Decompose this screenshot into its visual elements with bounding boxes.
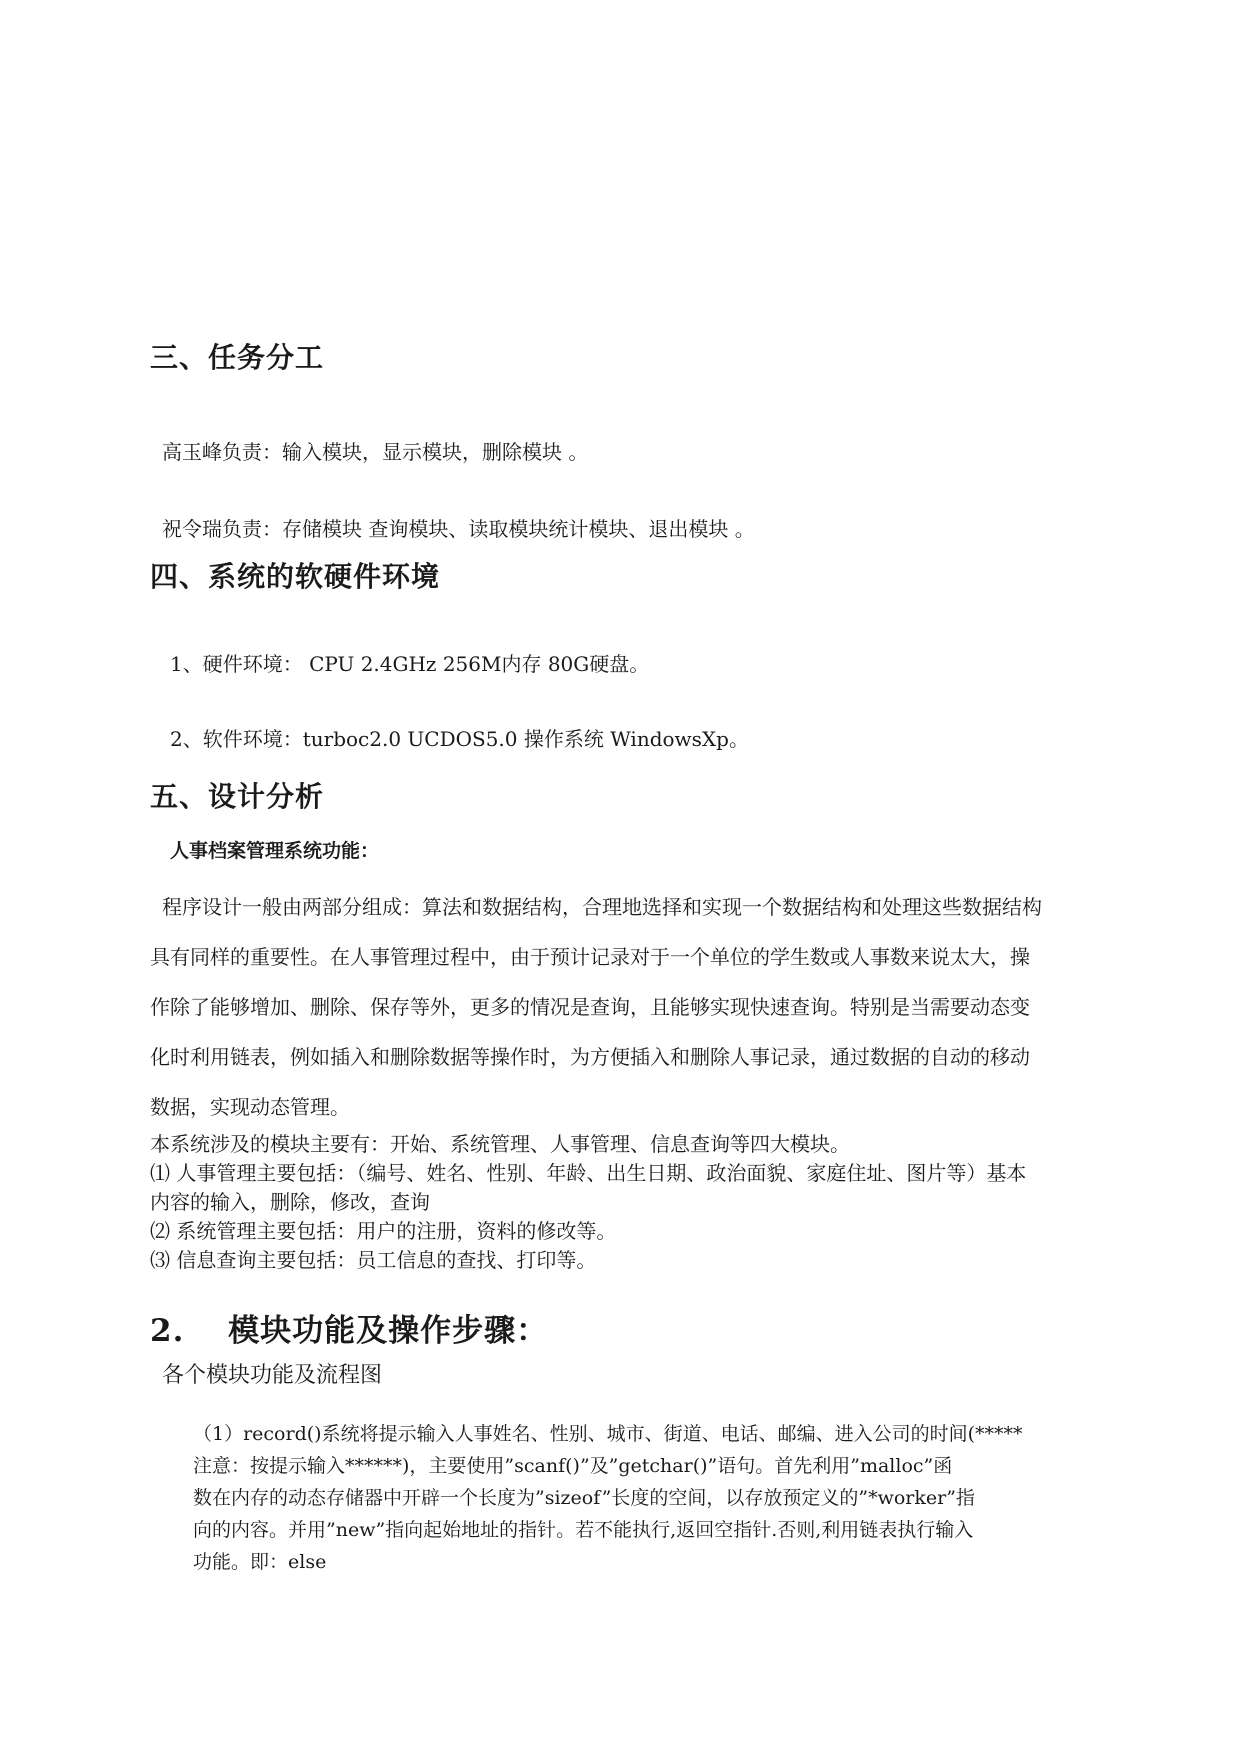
paragraph-line: 程序设计一般由两部分组成：算法和数据结构，合理地选择和实现一个数据结构和处理这些数据结构: [162, 895, 1042, 919]
design-paragraph: [150, 882, 1115, 1132]
record-line: 功能。即：else: [193, 1551, 327, 1573]
record-description: [193, 1418, 1113, 1578]
task-line-zhu: 祝令瑞负责：存储模块 查询模块、读取模块统计模块、退出模块 。: [162, 517, 755, 541]
list-item-system: ⑵ 系统管理主要包括：用户的注册，资料的修改等。: [150, 1219, 617, 1243]
subheading-system-functions: 人事档案管理系统功能：: [170, 840, 380, 862]
paragraph-line: 具有同样的重要性。在人事管理过程中，由于预计记录对于一个单位的学生数或人事数来说太大，操: [150, 945, 1030, 969]
hardware-environment: 1、硬件环境： CPU 2.4GHz 256M内存 80G硬盘。: [170, 652, 650, 676]
modules-list: [150, 1130, 1125, 1275]
list-item-personnel-cont: 内容的输入，删除，修改，查询: [150, 1190, 430, 1214]
section-heading-task-division: 三、任务分工: [150, 341, 325, 374]
paragraph-line: 数据，实现动态管理。: [150, 1095, 350, 1119]
section-heading-module-functions: 2. 模块功能及操作步骤：: [150, 1313, 549, 1349]
modules-intro: 本系统涉及的模块主要有：开始、系统管理、人事管理、信息查询等四大模块。: [150, 1132, 850, 1156]
record-line: 注意：按提示输入******)，主要使用”scanf()”及”getchar()”语句。首先利用”malloc”函: [193, 1455, 953, 1477]
list-item-personnel: ⑴ 人事管理主要包括：（编号、姓名、性别、年龄、出生日期、政治面貌、家庭住址、图片等）基本: [150, 1161, 1027, 1185]
paragraph-line: 作除了能够增加、删除、保存等外，更多的情况是查询，且能够实现快速查询。特别是当需要动态变: [150, 995, 1030, 1019]
software-environment: 2、软件环境：turboc2.0 UCDOS5.0 操作系统 WindowsXp。: [170, 727, 749, 751]
task-line-gao: 高玉峰负责：输入模块，显示模块，删除模块 。: [162, 440, 589, 464]
paragraph-line: 化时利用链表，例如插入和删除数据等操作时，为方便插入和删除人事记录，通过数据的自动的移动: [150, 1045, 1030, 1069]
list-item-query: ⑶ 信息查询主要包括：员工信息的查找、打印等。: [150, 1248, 597, 1272]
record-line: 数在内存的动态存储器中开辟一个长度为”sizeof”长度的空间，以存放预定义的”*worker”指: [193, 1487, 975, 1509]
record-line: 向的内容。并用”new”指向起始地址的指针。若不能执行,返回空指针.否则,利用链表执行输入: [193, 1519, 974, 1541]
section-heading-design-analysis: 五、设计分析: [150, 780, 325, 813]
section-heading-environment: 四、系统的软硬件环境: [150, 560, 441, 593]
record-line: （1）record()系统将提示输入人事姓名、性别、城市、街道、电话、邮编、进入公司的时间(*****: [193, 1423, 1023, 1445]
subheading-module-flowcharts: 各个模块功能及流程图: [162, 1363, 383, 1388]
